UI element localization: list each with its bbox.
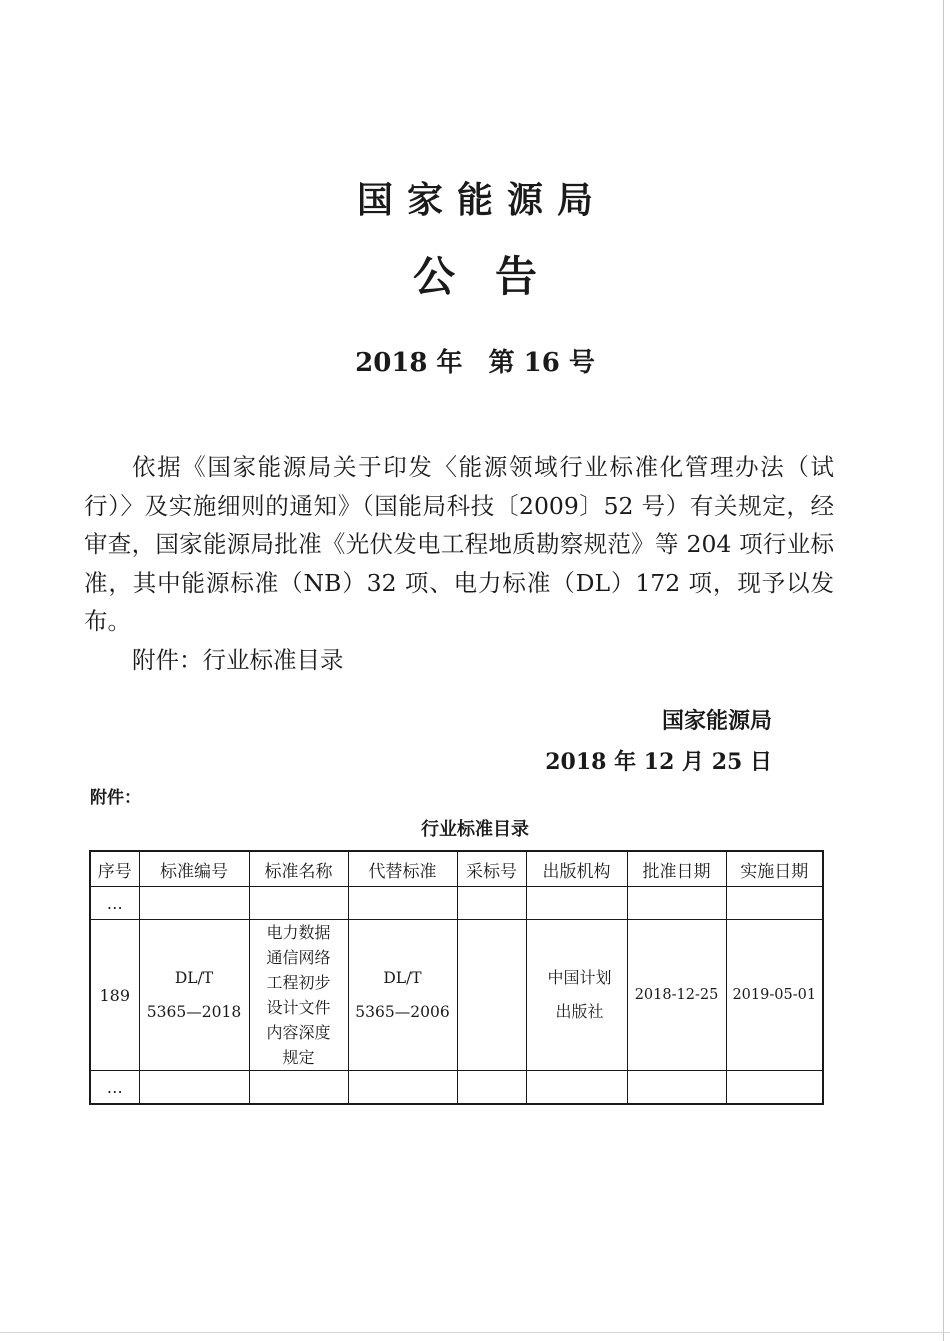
notice-body xyxy=(84,448,834,679)
name-line: 内容深度 xyxy=(266,1023,331,1042)
ellipsis-cell: … xyxy=(90,887,139,920)
cell-replaces xyxy=(348,920,457,1071)
header-approval-date: 批准日期 xyxy=(627,851,726,887)
header-name: 标准名称 xyxy=(249,851,348,887)
signature-block xyxy=(545,702,772,782)
signature-org: 国家能源局 xyxy=(661,709,772,734)
page-edge-bottom xyxy=(0,1332,950,1333)
cell-code xyxy=(139,920,249,1071)
name-line: 设计文件 xyxy=(266,998,331,1017)
name-line: 电力数据 xyxy=(266,923,331,942)
replaces-line-1: DL/T xyxy=(383,969,422,987)
name-line: 通信网络 xyxy=(266,948,331,967)
issue-number: 2018 年 第 16 号 xyxy=(355,348,595,378)
notice-paragraph: 依据《国家能源局关于印发〈能源领域行业标准化管理办法（试行）〉及实施细则的通知》（国能局科技〔2009〕52 号）有关规定，经审查，国家能源局批准《光伏发电工程地质勘察规范》等 204 项行业标准，其中能源标准（NB）32 项、电力标准（DL）172 项，现予以发布。 xyxy=(84,453,834,635)
cell-effective-date: 2019-05-01 xyxy=(726,920,823,1071)
header-adopted-no: 采标号 xyxy=(457,851,526,887)
attachment-reference: 附件：行业标准目录 xyxy=(132,645,344,674)
table-row xyxy=(90,920,823,1071)
header-code: 标准编号 xyxy=(139,851,249,887)
header-effective-date: 实施日期 xyxy=(726,851,823,887)
name-line: 规定 xyxy=(282,1048,315,1067)
signature-date: 2018 年 12 月 25 日 xyxy=(545,749,772,775)
standards-table xyxy=(89,850,824,1105)
replaces-line-2: 5365—2006 xyxy=(355,1003,450,1021)
attachment-label: 附件： xyxy=(90,788,141,808)
cell-approval-date: 2018-12-25 xyxy=(627,920,726,1071)
code-line-1: DL/T xyxy=(174,969,214,987)
cell-publisher xyxy=(526,920,627,1071)
cell-serial: 189 xyxy=(90,920,139,1071)
header-serial: 序号 xyxy=(90,851,139,887)
publisher-line-1: 中国计划 xyxy=(547,968,612,987)
notice-title: 公告 xyxy=(412,252,577,301)
cell-adopted-no xyxy=(457,920,526,1071)
name-line: 工程初步 xyxy=(266,973,331,992)
table-row-ellipsis-bottom xyxy=(90,1071,823,1105)
table-row-ellipsis-top xyxy=(90,887,823,920)
cell-name xyxy=(249,920,348,1071)
publisher-line-2: 出版社 xyxy=(555,1002,604,1021)
table-header-row xyxy=(90,851,823,887)
ellipsis-cell: … xyxy=(90,1071,139,1105)
header-publisher: 出版机构 xyxy=(526,851,627,887)
header-replaces: 代替标准 xyxy=(348,851,457,887)
code-line-2: 5365—2018 xyxy=(146,1003,242,1021)
agency-title: 国家能源局 xyxy=(356,180,607,221)
table-title: 行业标准目录 xyxy=(421,819,529,840)
